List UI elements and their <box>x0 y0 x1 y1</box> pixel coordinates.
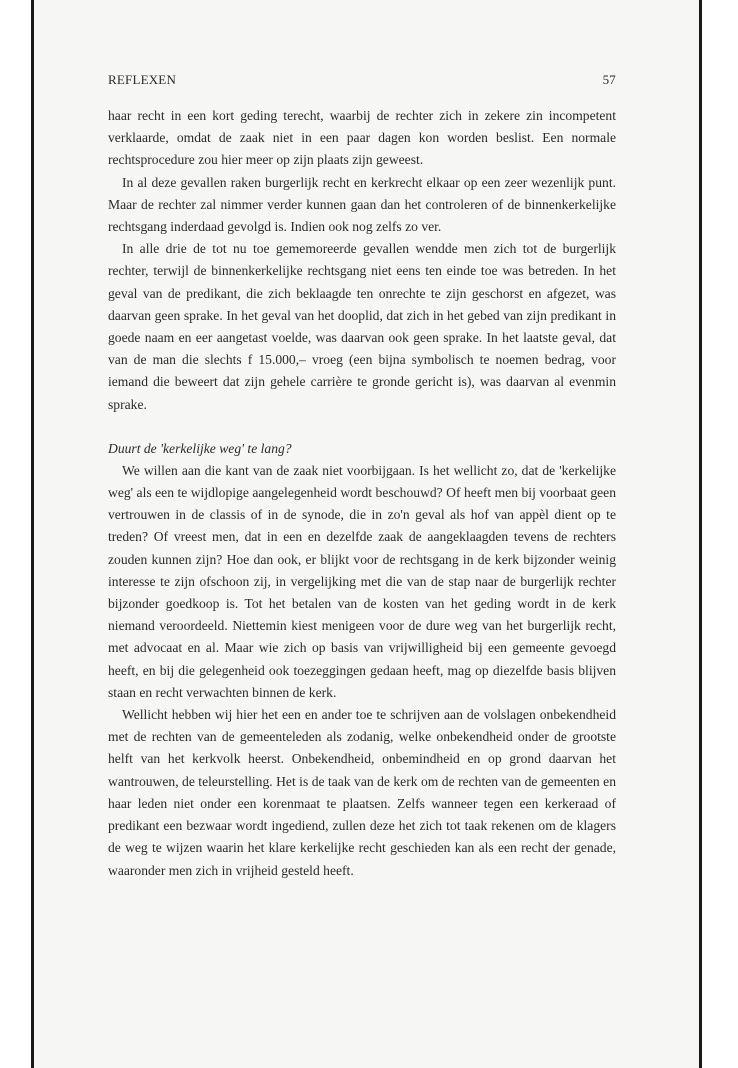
paragraph: In al deze gevallen raken burgerlijk recht en kerkrecht elkaar op een zeer wezenlijk punt. Maar de rechter zal nimmer verder kunnen gaan dan het controleren of de binnenkerkelijke rechtsgang inderdaad gevolgd is. Indien ook nog zelfs zo ver. <box>108 174 616 235</box>
running-title: REFLEXEN <box>108 72 177 87</box>
paragraph: In alle drie de tot nu toe gememoreerde gevallen wendde men zich tot de burgerlijk rechter, terwijl de binnenkerkelijke rechtsgang niet eens ten einde toe was betreden. In het geval van de predikant, die zich beklaagde ten onrechte te zijn geschorst en afgezet, was daarvan geen sprake. In het geval van het dooplid, dat zich in het gebed van zijn predikant in goede naam en eer aangetast voelde, was daarvan ook geen sprake. In het laatste geval, dat van de man die slechts f 15.000,– vroeg (een bijna symbolisch te noemen bedrag, voor iemand die beweert dat zijn gehele carrière te gronde gericht is), was daarvan al evenmin sprake. <box>108 241 616 412</box>
paragraph: We willen aan die kant van de zaak niet voorbijgaan. Is het wellicht zo, dat de 'kerkelijke weg' als een te wijdlopige aangelegenheid wordt beschouwd? Of heeft men bij voorbaat geen vertrouwen in de classis of in de synode, die in zo'n geval als hof van appèl dient op te treden? Of vreest men, dat in een en dezelfde zaak de aangeklaagden tevens de rechters zouden kunnen zijn? Hoe dan ook, er blijkt voor de rechtsgang in de kerk bijzonder weinig interesse te zijn ofschoon zij, in vergelijking met die van de stap naar de burgerlijk rechter bijzonder goedkoop is. Tot het betalen van de kosten van het geding wordt in de kerk niemand veroordeeld. Niettemin kiest menigeen voor de dure weg van het burgerlijk recht, met advocaat en al. Maar wie zich op basis van vrijwilligheid bij een gemeente gevoegd heeft, en bij die gelegenheid ook toezeggingen gedaan heeft, mag op diezelfde basis blijven staan en recht verwachten binnen de kerk. <box>108 462 616 700</box>
page-edge-right <box>699 0 702 1068</box>
paragraph: Wellicht hebben wij hier het een en ander toe te schrijven aan de volslagen onbekendheid met de rechten van de gemeenteleden als zodanig, welke onbekendheid onder de grootste helft van het kerkvolk heerst. Onbekendheid, onbemindheid en op grond daarvan het wantrouwen, de teleurstelling. Het is de taak van de kerk om de rechten van de gemeenten en haar leden niet onder een korenmaat te plaatsen. Zelfs wanneer tegen een kerkeraad of predikant een bezwaar wordt ingediend, zullen deze het zich tot taak rekenen om de klagers de weg te wijzen waarin het klare kerkelijke recht geschieden kan als een recht der genade, waaronder men zich in vrijheid gesteld heeft. <box>108 707 616 878</box>
page-edge-left <box>31 0 34 1068</box>
paragraph: haar recht in een kort geding terecht, waarbij de rechter zich in zekere zin incompetent verklaarde, omdat de zaak niet in een paar dagen kon worden beslist. Een normale rechtsprocedure zou hier meer op zijn plaats zijn geweest. <box>108 108 616 168</box>
body-text <box>108 105 616 882</box>
page-number: 57 <box>602 72 616 87</box>
section-heading: Duurt de 'kerkelijke weg' te lang? <box>108 440 292 456</box>
